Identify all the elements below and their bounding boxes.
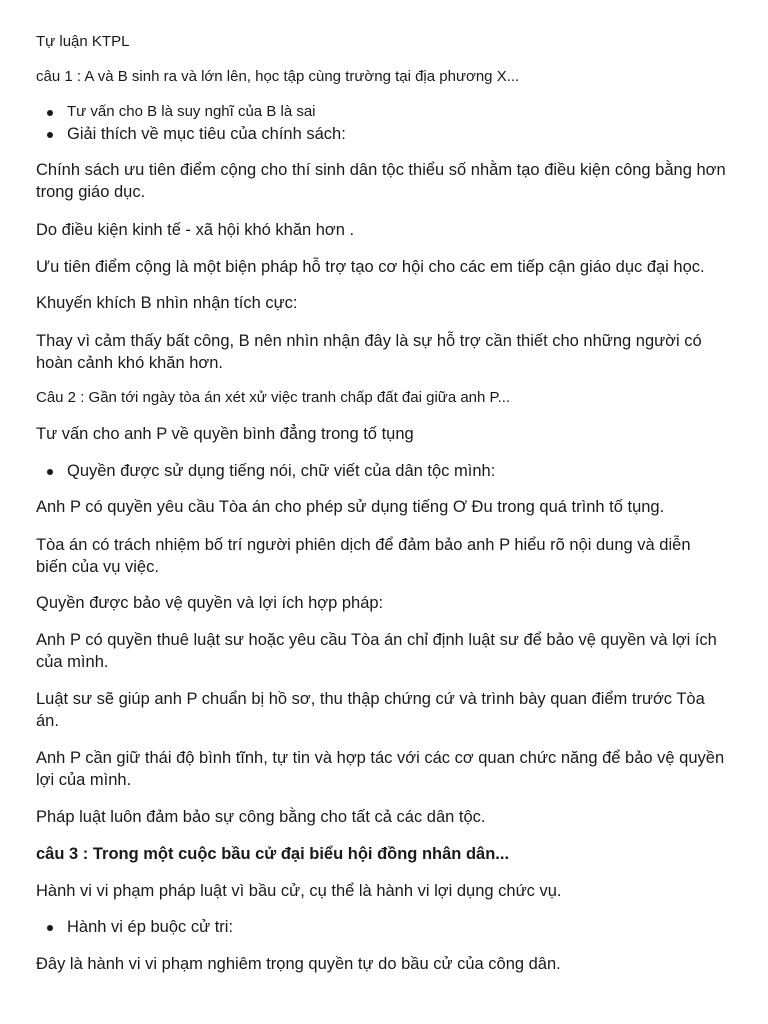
paragraph-line: lợi của mình. xyxy=(36,771,132,789)
question-2-heading: Câu 2 : Gần tới ngày tòa án xét xử việc tranh chấp đất đai giữa anh P... xyxy=(36,389,511,406)
bullet-dot-icon xyxy=(47,469,53,475)
bullet-text: Quyền được sử dụng tiếng nói, chữ viết của dân tộc mình: xyxy=(67,462,496,480)
document-title: Tự luận KTPL xyxy=(36,33,130,50)
paragraph-line: Thay vì cảm thấy bất công, B nên nhìn nhận đây là sự hỗ trợ cần thiết cho những người có xyxy=(36,332,702,350)
paragraph: Khuyến khích B nhìn nhận tích cực: xyxy=(36,294,298,312)
paragraph-line: hoàn cảnh khó khăn hơn. xyxy=(36,354,223,372)
paragraph: Pháp luật luôn đảm bảo sự công bằng cho tất cả các dân tộc. xyxy=(36,808,486,826)
bullet-dot-icon xyxy=(47,110,53,116)
paragraph-line: Tòa án có trách nhiệm bố trí người phiên dịch để đảm bảo anh P hiểu rõ nội dung và diễn xyxy=(36,536,691,554)
paragraph-line: án. xyxy=(36,712,59,730)
paragraph-line: Chính sách ưu tiên điểm cộng cho thí sinh dân tộc thiểu số nhằm tạo điều kiện công bằng hơn xyxy=(36,161,726,179)
paragraph: Anh P có quyền yêu cầu Tòa án cho phép sử dụng tiếng Ơ Đu trong quá trình tố tụng. xyxy=(36,498,665,516)
bullet-text: Giải thích về mục tiêu của chính sách: xyxy=(67,125,346,143)
question-1-heading: câu 1 : A và B sinh ra và lớn lên, học tập cùng trường tại địa phương X... xyxy=(36,68,520,85)
paragraph-line: của mình. xyxy=(36,653,109,671)
paragraph-line: Anh P cần giữ thái độ bình tĩnh, tự tin và hợp tác với các cơ quan chức năng để bảo vệ quyền xyxy=(36,749,725,767)
paragraph: Quyền được bảo vệ quyền và lợi ích hợp pháp: xyxy=(36,594,384,612)
paragraph-line: Anh P có quyền thuê luật sư hoặc yêu cầu Tòa án chỉ định luật sư để bảo vệ quyền và lợi ích xyxy=(36,631,717,649)
paragraph: Hành vi vi phạm pháp luật vì bầu cử, cụ thể là hành vi lợi dụng chức vụ. xyxy=(36,882,562,900)
paragraph-line: Luật sư sẽ giúp anh P chuẩn bị hồ sơ, thu thập chứng cứ và trình bày quan điểm trước Tòa xyxy=(36,690,705,708)
paragraph: Tư vấn cho anh P về quyền bình đẳng trong tố tụng xyxy=(36,425,414,443)
paragraph-line: biến của vụ việc. xyxy=(36,558,159,576)
bullet-text: Tư vấn cho B là suy nghĩ của B là sai xyxy=(67,103,316,120)
paragraph-line: trong giáo dục. xyxy=(36,183,146,201)
paragraph: Do điều kiện kinh tế - xã hội khó khăn hơn . xyxy=(36,221,355,239)
bullet-dot-icon xyxy=(47,132,53,138)
paragraph: Đây là hành vi vi phạm nghiêm trọng quyền tự do bầu cử của công dân. xyxy=(36,955,561,973)
bullet-dot-icon xyxy=(47,925,53,931)
bullet-text: Hành vi ép buộc cử tri: xyxy=(67,918,234,936)
paragraph: Ưu tiên điểm cộng là một biện pháp hỗ trợ tạo cơ hội cho các em tiếp cận giáo dục đại học. xyxy=(36,258,705,276)
question-3-heading: câu 3 : Trong một cuộc bầu cử đại biểu hội đồng nhân dân... xyxy=(36,845,510,863)
